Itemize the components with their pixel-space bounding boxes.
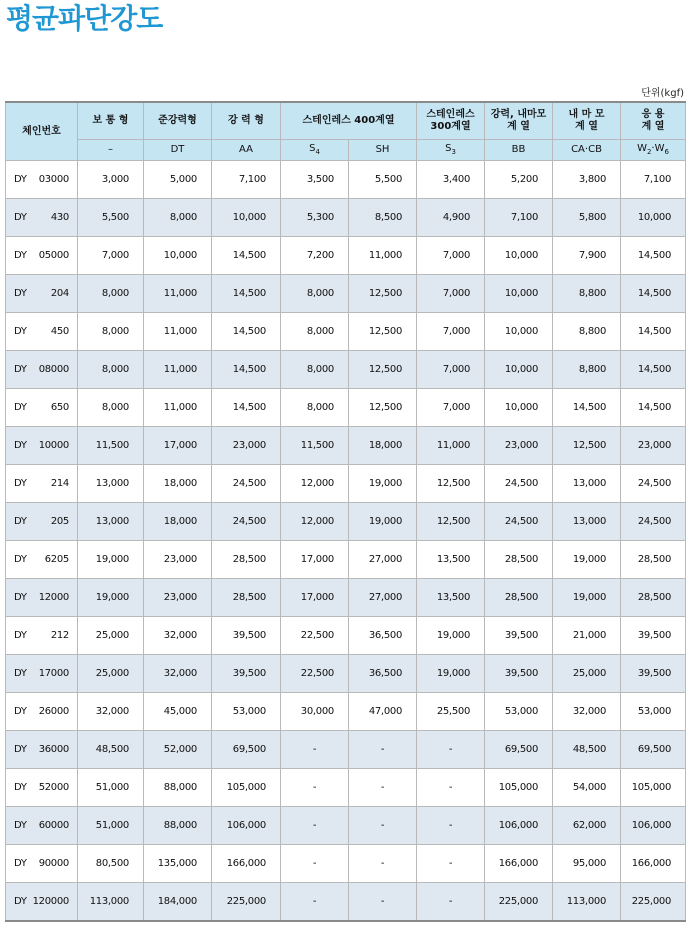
strength-value-cell: 12,000: [281, 465, 349, 503]
strength-value-cell: 24,500: [485, 503, 553, 541]
strength-value-cell: 18,000: [144, 503, 212, 541]
strength-value-cell: 52,000: [144, 731, 212, 769]
strength-value-cell: 10,000: [485, 313, 553, 351]
table-row: [6, 693, 686, 731]
strength-value-cell: 3,800: [553, 161, 621, 199]
strength-value-cell: 106,000: [212, 807, 281, 845]
strength-value-cell: 23,000: [144, 541, 212, 579]
strength-value-cell: 10,000: [621, 199, 686, 237]
strength-value-cell: 51,000: [78, 807, 144, 845]
strength-value-cell: 13,500: [417, 541, 485, 579]
chain-number: 12000: [38, 592, 69, 603]
strength-value-cell: -: [417, 807, 485, 845]
strength-value-cell: 39,500: [485, 617, 553, 655]
strength-value-cell: 5,000: [144, 161, 212, 199]
chain-number: 05000: [38, 250, 69, 261]
strength-value-cell: 7,100: [212, 161, 281, 199]
chain-number: 650: [50, 402, 69, 413]
strength-value-cell: 17,000: [281, 579, 349, 617]
strength-value-cell: 23,000: [144, 579, 212, 617]
chain-number-cell: [6, 161, 78, 199]
strength-value-cell: 5,200: [485, 161, 553, 199]
chain-number: 450: [50, 326, 69, 337]
strength-value-cell: 7,000: [417, 351, 485, 389]
chain-number-cell: [6, 731, 78, 769]
header-code: $W_2\cdot W_6$: [621, 140, 686, 161]
header-code: –: [78, 140, 144, 161]
strength-value-cell: 22,500: [281, 655, 349, 693]
chain-number-cell: [6, 313, 78, 351]
chain-number: 03000: [38, 174, 69, 185]
strength-value-cell: 45,000: [144, 693, 212, 731]
chain-prefix: DY: [14, 782, 27, 793]
strength-value-cell: 19,000: [417, 617, 485, 655]
strength-value-cell: -: [349, 883, 417, 922]
strength-value-cell: 4,900: [417, 199, 485, 237]
strength-value-cell: 8,800: [553, 351, 621, 389]
chain-number: 52000: [38, 782, 69, 793]
chain-number-cell: [6, 807, 78, 845]
chain-prefix: DY: [14, 820, 27, 831]
chain-number-cell: [6, 693, 78, 731]
strength-value-cell: 17,000: [144, 427, 212, 465]
strength-value-cell: 12,500: [349, 351, 417, 389]
chain-prefix: DY: [14, 440, 27, 451]
strength-value-cell: 17,000: [281, 541, 349, 579]
strength-value-cell: 12,500: [349, 389, 417, 427]
strength-value-cell: -: [349, 769, 417, 807]
strength-value-cell: 24,500: [485, 465, 553, 503]
chain-number: 120000: [32, 896, 69, 907]
strength-value-cell: 25,000: [78, 617, 144, 655]
chain-prefix: DY: [14, 364, 27, 375]
strength-value-cell: 36,500: [349, 655, 417, 693]
strength-value-cell: 13,000: [553, 503, 621, 541]
strength-value-cell: 10,000: [485, 275, 553, 313]
header-group-strong-wear: 강력, 내마모 계 열: [485, 102, 553, 140]
header-group-semi-strong: 준강력형: [144, 102, 212, 140]
strength-value-cell: 69,500: [212, 731, 281, 769]
header-code: CA·CB: [553, 140, 621, 161]
strength-value-cell: 7,000: [417, 389, 485, 427]
strength-value-cell: -: [417, 845, 485, 883]
header-group-standard: 보 통 형: [78, 102, 144, 140]
chain-prefix: DY: [14, 630, 27, 641]
table-row: [6, 617, 686, 655]
strength-value-cell: -: [281, 769, 349, 807]
strength-value-cell: 105,000: [485, 769, 553, 807]
strength-value-cell: 13,000: [78, 465, 144, 503]
strength-value-cell: 36,500: [349, 617, 417, 655]
header-row-groups: [6, 102, 686, 140]
chain-number: 60000: [38, 820, 69, 831]
table-row: [6, 465, 686, 503]
strength-value-cell: 25,500: [417, 693, 485, 731]
strength-value-cell: 18,000: [144, 465, 212, 503]
strength-value-cell: 28,500: [485, 579, 553, 617]
strength-value-cell: 88,000: [144, 769, 212, 807]
strength-value-cell: 7,000: [78, 237, 144, 275]
strength-value-cell: 25,000: [78, 655, 144, 693]
strength-value-cell: 28,500: [485, 541, 553, 579]
strength-value-cell: 23,000: [212, 427, 281, 465]
strength-value-cell: 11,000: [417, 427, 485, 465]
strength-value-cell: 105,000: [212, 769, 281, 807]
strength-value-cell: 14,500: [212, 275, 281, 313]
table-body: [6, 161, 686, 922]
chain-prefix: DY: [14, 288, 27, 299]
strength-value-cell: 39,500: [212, 655, 281, 693]
chain-number: 36000: [38, 744, 69, 755]
strength-value-cell: 12,500: [417, 503, 485, 541]
strength-value-cell: 113,000: [553, 883, 621, 922]
table-row: [6, 807, 686, 845]
strength-value-cell: 14,500: [621, 313, 686, 351]
strength-value-cell: 21,000: [553, 617, 621, 655]
strength-value-cell: 39,500: [621, 617, 686, 655]
strength-value-cell: 28,500: [621, 541, 686, 579]
strength-value-cell: 62,000: [553, 807, 621, 845]
strength-value-cell: 10,000: [212, 199, 281, 237]
strength-value-cell: 47,000: [349, 693, 417, 731]
strength-value-cell: 10,000: [144, 237, 212, 275]
strength-value-cell: 19,000: [349, 465, 417, 503]
strength-value-cell: 5,800: [553, 199, 621, 237]
header-row-codes: [6, 140, 686, 161]
strength-value-cell: 80,500: [78, 845, 144, 883]
chain-number-cell: [6, 845, 78, 883]
strength-value-cell: 69,500: [621, 731, 686, 769]
strength-value-cell: 25,000: [553, 655, 621, 693]
strength-value-cell: 113,000: [78, 883, 144, 922]
strength-value-cell: 14,500: [621, 351, 686, 389]
chain-number: 214: [50, 478, 69, 489]
strength-value-cell: 14,500: [621, 275, 686, 313]
header-chain-no: 체인번호: [6, 102, 78, 161]
strength-value-cell: 27,000: [349, 541, 417, 579]
chain-number-cell: [6, 503, 78, 541]
strength-value-cell: 8,000: [78, 275, 144, 313]
chain-number-cell: [6, 351, 78, 389]
chain-number-cell: [6, 617, 78, 655]
strength-value-cell: 225,000: [212, 883, 281, 922]
strength-value-cell: 22,500: [281, 617, 349, 655]
chain-number-cell: [6, 389, 78, 427]
header-group-applied: 응 용 계 열: [621, 102, 686, 140]
chain-prefix: DY: [14, 554, 27, 565]
strength-value-cell: 8,500: [349, 199, 417, 237]
strength-value-cell: 28,500: [212, 541, 281, 579]
strength-value-cell: 7,000: [417, 275, 485, 313]
strength-value-cell: -: [281, 807, 349, 845]
strength-value-cell: 12,500: [349, 275, 417, 313]
strength-value-cell: 5,300: [281, 199, 349, 237]
table-row: [6, 845, 686, 883]
chain-number: 08000: [38, 364, 69, 375]
strength-value-cell: 48,500: [78, 731, 144, 769]
strength-value-cell: 13,000: [553, 465, 621, 503]
chain-number-cell: [6, 427, 78, 465]
strength-value-cell: 95,000: [553, 845, 621, 883]
chain-prefix: DY: [14, 174, 27, 185]
chain-prefix: DY: [14, 668, 27, 679]
strength-value-cell: 8,800: [553, 313, 621, 351]
strength-value-cell: 51,000: [78, 769, 144, 807]
strength-value-cell: 166,000: [485, 845, 553, 883]
chain-prefix: DY: [14, 478, 27, 489]
table-row: [6, 655, 686, 693]
strength-value-cell: 12,500: [553, 427, 621, 465]
strength-value-cell: 39,500: [212, 617, 281, 655]
strength-value-cell: 3,500: [281, 161, 349, 199]
chain-number: 26000: [38, 706, 69, 717]
strength-value-cell: 10,000: [485, 237, 553, 275]
chain-prefix: DY: [14, 212, 27, 223]
table-row: [6, 883, 686, 922]
strength-value-cell: 11,000: [144, 389, 212, 427]
strength-value-cell: 32,000: [144, 655, 212, 693]
strength-value-cell: 225,000: [621, 883, 686, 922]
chain-prefix: DY: [14, 744, 27, 755]
strength-value-cell: 39,500: [621, 655, 686, 693]
unit-label: 단위(kgf): [641, 88, 684, 99]
strength-value-cell: 225,000: [485, 883, 553, 922]
chain-number-cell: [6, 655, 78, 693]
strength-value-cell: -: [417, 883, 485, 922]
strength-value-cell: 7,000: [417, 237, 485, 275]
table-row: [6, 541, 686, 579]
table-row: [6, 237, 686, 275]
table-row: [6, 769, 686, 807]
chain-prefix: DY: [14, 896, 27, 907]
strength-value-cell: 7,100: [485, 199, 553, 237]
strength-value-cell: 11,500: [78, 427, 144, 465]
strength-value-cell: 8,000: [281, 275, 349, 313]
table-row: [6, 389, 686, 427]
strength-value-cell: 24,500: [621, 465, 686, 503]
strength-value-cell: 32,000: [144, 617, 212, 655]
header-group-stainless-400: 스테인레스 400계열: [281, 102, 417, 140]
strength-value-cell: 19,000: [349, 503, 417, 541]
strength-value-cell: 19,000: [553, 579, 621, 617]
header-group-wear-resistant: 내 마 모 계 열: [553, 102, 621, 140]
chain-number-cell: [6, 199, 78, 237]
header-code: $S_3$: [417, 140, 485, 161]
strength-value-cell: 23,000: [485, 427, 553, 465]
strength-value-cell: 7,900: [553, 237, 621, 275]
strength-value-cell: 13,000: [78, 503, 144, 541]
page-title: 평균파단강도: [6, 2, 163, 35]
strength-value-cell: 10,000: [485, 389, 553, 427]
strength-value-cell: 14,500: [621, 237, 686, 275]
chain-number-cell: [6, 883, 78, 922]
strength-value-cell: 8,000: [281, 313, 349, 351]
chain-number-cell: [6, 769, 78, 807]
chain-number-cell: [6, 465, 78, 503]
strength-value-cell: 14,500: [212, 313, 281, 351]
strength-value-cell: 39,500: [485, 655, 553, 693]
strength-value-cell: 28,500: [621, 579, 686, 617]
strength-value-cell: 30,000: [281, 693, 349, 731]
strength-value-cell: 27,000: [349, 579, 417, 617]
strength-value-cell: 8,800: [553, 275, 621, 313]
table-row: [6, 199, 686, 237]
strength-value-cell: 11,000: [144, 351, 212, 389]
strength-value-cell: 166,000: [621, 845, 686, 883]
strength-value-cell: 19,000: [78, 579, 144, 617]
strength-value-cell: -: [417, 769, 485, 807]
strength-value-cell: 14,500: [621, 389, 686, 427]
strength-value-cell: 106,000: [621, 807, 686, 845]
strength-value-cell: -: [349, 807, 417, 845]
strength-value-cell: -: [281, 883, 349, 922]
chain-number: 205: [50, 516, 69, 527]
strength-value-cell: 8,000: [281, 389, 349, 427]
chain-number: 204: [50, 288, 69, 299]
strength-value-cell: 48,500: [553, 731, 621, 769]
header-code: BB: [485, 140, 553, 161]
strength-value-cell: 12,500: [417, 465, 485, 503]
header-group-strong: 강 력 형: [212, 102, 281, 140]
strength-value-cell: 3,000: [78, 161, 144, 199]
strength-value-cell: 5,500: [349, 161, 417, 199]
strength-value-cell: 8,000: [78, 313, 144, 351]
table-row: [6, 427, 686, 465]
strength-value-cell: 12,000: [281, 503, 349, 541]
chain-prefix: DY: [14, 516, 27, 527]
strength-value-cell: 11,000: [144, 275, 212, 313]
strength-value-cell: 24,500: [212, 465, 281, 503]
strength-value-cell: 19,000: [78, 541, 144, 579]
strength-value-cell: 24,500: [212, 503, 281, 541]
table-row: [6, 161, 686, 199]
strength-value-cell: 7,100: [621, 161, 686, 199]
strength-value-cell: 18,000: [349, 427, 417, 465]
strength-value-cell: 5,500: [78, 199, 144, 237]
breaking-strength-table: [5, 101, 686, 922]
chain-number-cell: [6, 579, 78, 617]
table-row: [6, 579, 686, 617]
header-group-stainless-300: 스테인레스 300계열: [417, 102, 485, 140]
chain-prefix: DY: [14, 858, 27, 869]
strength-value-cell: 11,000: [144, 313, 212, 351]
chain-number: 10000: [38, 440, 69, 451]
strength-value-cell: 135,000: [144, 845, 212, 883]
strength-value-cell: 11,000: [349, 237, 417, 275]
strength-value-cell: 10,000: [485, 351, 553, 389]
strength-value-cell: 14,500: [212, 351, 281, 389]
table-row: [6, 351, 686, 389]
table-row: [6, 731, 686, 769]
chain-prefix: DY: [14, 326, 27, 337]
strength-value-cell: 53,000: [212, 693, 281, 731]
strength-value-cell: 184,000: [144, 883, 212, 922]
strength-value-cell: 28,500: [212, 579, 281, 617]
strength-value-cell: 7,000: [417, 313, 485, 351]
chain-number: 430: [50, 212, 69, 223]
strength-value-cell: 24,500: [621, 503, 686, 541]
strength-value-cell: 19,000: [553, 541, 621, 579]
chain-number-cell: [6, 275, 78, 313]
strength-value-cell: 166,000: [212, 845, 281, 883]
strength-value-cell: 8,000: [281, 351, 349, 389]
strength-value-cell: 19,000: [417, 655, 485, 693]
header-code: $S_4$: [281, 140, 349, 161]
strength-value-cell: 53,000: [485, 693, 553, 731]
table-row: [6, 275, 686, 313]
header-code: SH: [349, 140, 417, 161]
table-row: [6, 313, 686, 351]
chain-number: 212: [50, 630, 69, 641]
chain-number-cell: [6, 541, 78, 579]
strength-value-cell: 88,000: [144, 807, 212, 845]
chain-prefix: DY: [14, 402, 27, 413]
strength-value-cell: 11,500: [281, 427, 349, 465]
strength-value-cell: 106,000: [485, 807, 553, 845]
strength-value-cell: 32,000: [78, 693, 144, 731]
strength-value-cell: -: [349, 845, 417, 883]
strength-value-cell: 23,000: [621, 427, 686, 465]
strength-value-cell: 8,000: [144, 199, 212, 237]
strength-value-cell: -: [349, 731, 417, 769]
strength-value-cell: 12,500: [349, 313, 417, 351]
strength-value-cell: -: [281, 731, 349, 769]
chain-number: 6205: [44, 554, 69, 565]
strength-value-cell: 14,500: [212, 389, 281, 427]
chain-number: 17000: [38, 668, 69, 679]
strength-value-cell: 13,500: [417, 579, 485, 617]
header-code: AA: [212, 140, 281, 161]
chain-prefix: DY: [14, 592, 27, 603]
strength-value-cell: 14,500: [553, 389, 621, 427]
strength-value-cell: 105,000: [621, 769, 686, 807]
strength-value-cell: 8,000: [78, 351, 144, 389]
strength-value-cell: 8,000: [78, 389, 144, 427]
strength-value-cell: 3,400: [417, 161, 485, 199]
header-code: DT: [144, 140, 212, 161]
strength-value-cell: 14,500: [212, 237, 281, 275]
strength-value-cell: -: [281, 845, 349, 883]
strength-value-cell: -: [417, 731, 485, 769]
chain-prefix: DY: [14, 706, 27, 717]
chain-number: 90000: [38, 858, 69, 869]
table-row: [6, 503, 686, 541]
strength-value-cell: 54,000: [553, 769, 621, 807]
strength-value-cell: 7,200: [281, 237, 349, 275]
chain-prefix: DY: [14, 250, 27, 261]
strength-value-cell: 32,000: [553, 693, 621, 731]
chain-number-cell: [6, 237, 78, 275]
strength-value-cell: 53,000: [621, 693, 686, 731]
strength-value-cell: 69,500: [485, 731, 553, 769]
